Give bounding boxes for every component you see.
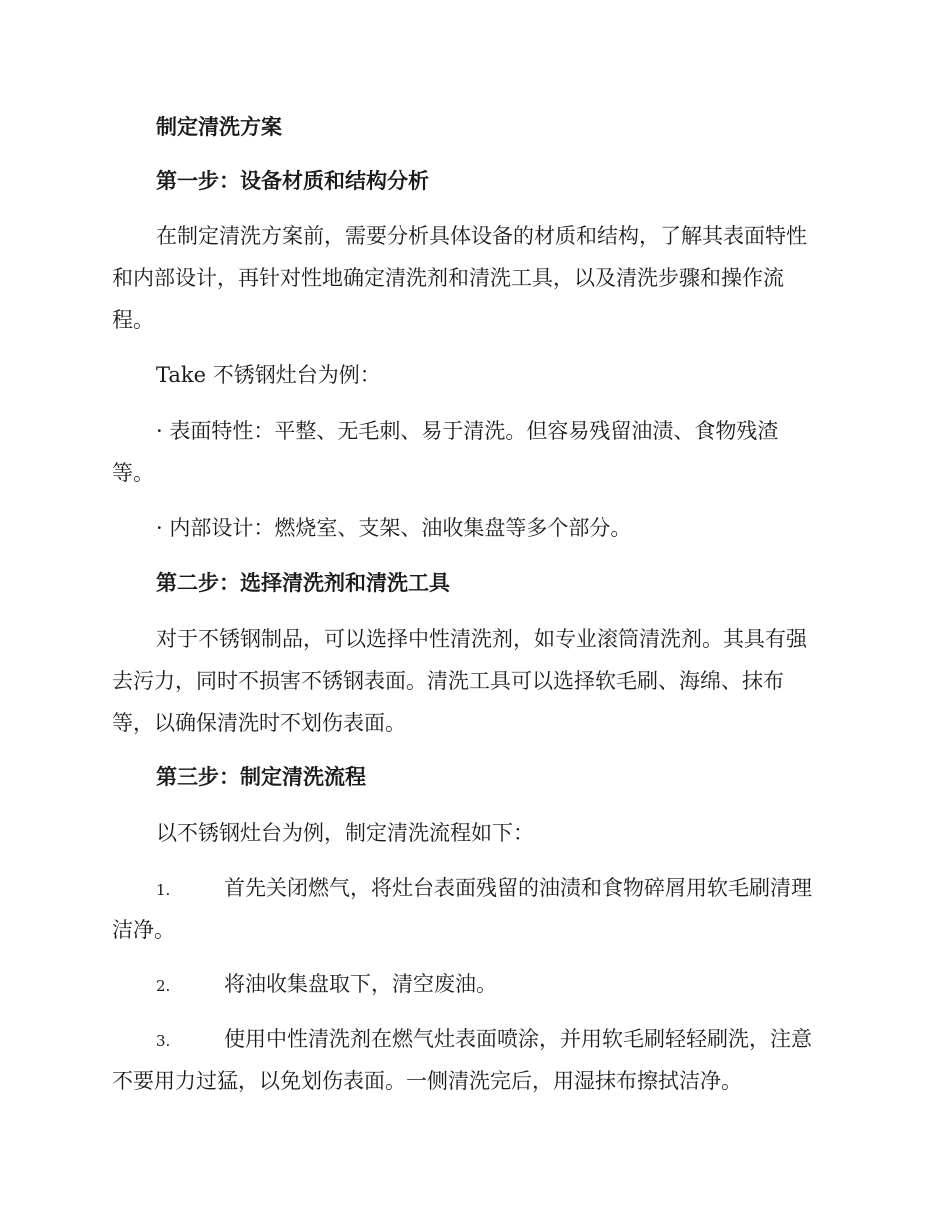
- bullet-surface-line-2: 等。: [112, 461, 154, 485]
- list-item-line-2: 不要用力过猛，以免划伤表面。一侧清洗完后，用湿抹布擦拭洁净。: [112, 1069, 742, 1093]
- step1-paragraph-line-3: 程。: [112, 308, 154, 332]
- step1-paragraph-line-2: 和内部设计，再针对性地确定清洗剂和清洗工具，以及清洗步骤和操作流: [112, 266, 784, 290]
- step2-paragraph: [112, 618, 836, 744]
- step2-paragraph-line-2: 去污力，同时不损害不锈钢表面。清洗工具可以选择软毛刷、海绵、抹布: [112, 669, 784, 693]
- list-item: [112, 867, 836, 951]
- step1-paragraph-line-1: 在制定清洗方案前，需要分析具体设备的材质和结构，了解其表面特性: [156, 224, 807, 248]
- list-item-line-2: 洁净。: [112, 918, 175, 942]
- document-title: 制定清洗方案: [156, 114, 282, 139]
- bullet-surface-line-1: · 表面特性：平整、无毛刺、易于清洗。但容易残留油渍、食物残渣: [156, 419, 779, 443]
- step1-paragraph: [112, 215, 836, 341]
- step2-heading: 第二步：选择清洗剂和清洗工具: [156, 570, 450, 595]
- step1-heading: 第一步：设备材质和结构分析: [156, 168, 429, 193]
- list-item-number: 3.: [156, 1032, 171, 1050]
- step3-heading: 第三步：制定清洗流程: [156, 764, 366, 789]
- list-item-number: 1.: [156, 881, 171, 899]
- bullet-internal: · 内部设计：燃烧室、支架、油收集盘等多个部分。: [156, 516, 632, 540]
- list-item-line-1: [112, 867, 836, 909]
- list-item: [112, 1018, 836, 1102]
- step2-paragraph-line-1: 对于不锈钢制品，可以选择中性清洗剂，如专业滚筒清洗剂。其具有强: [156, 627, 807, 651]
- list-item-number: 2.: [156, 977, 171, 995]
- list-item-line-1: [112, 963, 836, 1005]
- list-item-text: 使用中性清洗剂在燃气灶表面喷涂，并用软毛刷轻轻刷洗，注意: [224, 1027, 812, 1051]
- list-item-line-1: [112, 1018, 836, 1060]
- step3-intro: 以不锈钢灶台为例，制定清洗流程如下：: [156, 821, 534, 845]
- list-item: [112, 963, 836, 1005]
- step2-paragraph-line-3: 等，以确保清洗时不划伤表面。: [112, 711, 406, 735]
- bullet-surface: [112, 410, 836, 494]
- example-intro: Take 不锈钢灶台为例：: [156, 363, 381, 387]
- list-item-text: 将油收集盘取下，清空废油。: [224, 972, 497, 996]
- list-item-text: 首先关闭燃气，将灶台表面残留的油渍和食物碎屑用软毛刷清理: [224, 876, 812, 900]
